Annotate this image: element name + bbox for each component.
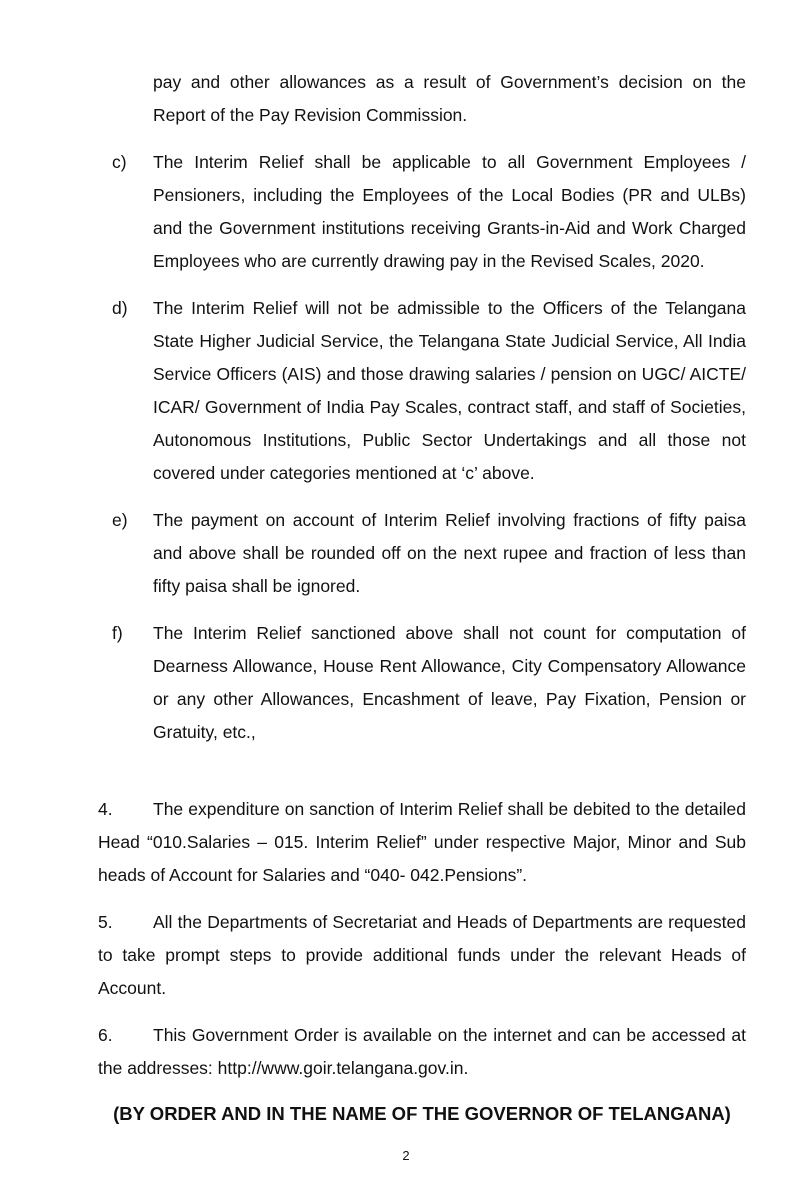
paragraph-number: 4.	[98, 799, 113, 819]
continuation-text: pay and other allowances as a result of Government’s decision on the Report of the Pay Revision Commission.	[153, 72, 746, 125]
paragraph-text: All the Departments of Secretariat and Heads of Departments are requested to take prompt steps to provide additional funds under the relevant Heads of Account.	[98, 912, 746, 998]
paragraph-4	[98, 793, 746, 892]
document-page	[98, 66, 746, 1129]
paragraph-number: 6.	[98, 1025, 113, 1045]
list-item-text: The Interim Relief sanctioned above shall not count for computation of Dearness Allowance, House Rent Allowance, City Compensatory Allowance or any other Allowances, Encashment of leave, Pay Fixation, Pension or Gratuity, etc.,	[153, 623, 746, 742]
paragraph-5	[98, 906, 746, 1005]
paragraph-number: 5.	[98, 912, 113, 932]
list-item-e	[98, 504, 746, 603]
list-item-text: The Interim Relief shall be applicable to all Government Employees / Pensioners, including the Employees of the Local Bodies (PR and ULBs) and the Government institutions receiving Grants-in-Aid and Work Charged Employees who are currently drawing pay in the Revised Scales, 2020.	[153, 152, 746, 271]
list-item-f	[98, 617, 746, 749]
list-item-label: d)	[112, 298, 128, 318]
list-item-label: c)	[112, 152, 127, 172]
list-item-text: The Interim Relief will not be admissible to the Officers of the Telangana State Higher Judicial Service, the Telangana State Judicial Service, All India Service Officers (AIS) and those drawing salaries / pension on UGC/ AICTE/ ICAR/ Government of India Pay Scales, contract staff, and staff of Societies, Autonomous Institutions, Public Sector Undertakings and all those not covered under categories mentioned at ‘c’ above.	[153, 298, 746, 483]
section-spacer	[98, 763, 746, 793]
list-item-label: e)	[112, 510, 128, 530]
page-number: 2	[402, 1148, 410, 1163]
closing-statement: (BY ORDER AND IN THE NAME OF THE GOVERNOR OF TELANGANA)	[113, 1103, 731, 1124]
list-item-d	[98, 292, 746, 490]
list-item-text: The payment on account of Interim Relief involving fractions of fifty paisa and above shall be rounded off on the next rupee and fraction of less than fifty paisa shall be ignored.	[153, 510, 746, 596]
paragraph-text: The expenditure on sanction of Interim Relief shall be debited to the detailed Head “010.Salaries – 015. Interim Relief” under respective Major, Minor and Sub heads of Account for Salaries and “040- 042.Pensions”.	[98, 799, 746, 885]
paragraph-6	[98, 1019, 746, 1085]
list-item-c	[98, 146, 746, 278]
paragraph-text: This Government Order is available on the internet and can be accessed at the addresses: http://www.goir.telangana.gov.in.	[98, 1025, 746, 1078]
list-item-label: f)	[112, 623, 123, 643]
